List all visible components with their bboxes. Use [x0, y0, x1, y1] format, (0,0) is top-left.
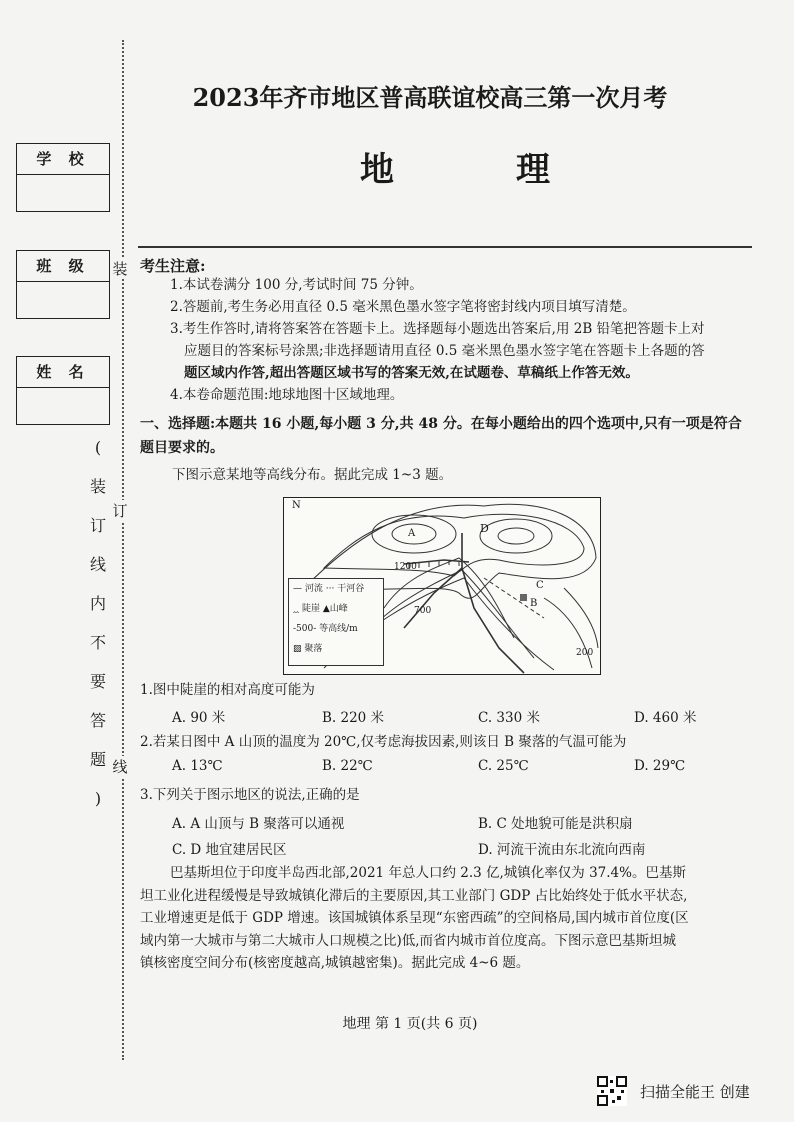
map-legend: — 河流 ··· 干河谷 ‸‸ 陡崖 ▲山峰 -500- 等高线/m ▨ 聚落 — [288, 578, 384, 666]
passage-line: 域内第一大城市与第二大城市人口规模之比)低,而省内城市首位度高。下图示意巴基斯坦城 — [140, 932, 677, 949]
subject-title — [360, 142, 550, 191]
label-d: D — [480, 522, 489, 535]
notice-line: 应题目的答案标号涂黑;非选择题请用直径 0.5 毫米黑色墨水签字笔在答题卡上各题的答 — [184, 343, 705, 359]
q1-option-a[interactable]: A. 90 米 — [172, 710, 226, 726]
notice-line: 题区域内作答,超出答题区域书写的答案无效,在试题卷、草稿纸上作答无效。 — [184, 365, 639, 381]
header-rule — [138, 246, 752, 248]
notice-line: 4.本卷命题范围:地球地图十区域地理。 — [170, 387, 404, 403]
q3-option-a[interactable]: A. A 山顶与 B 聚落可以通视 — [172, 816, 345, 832]
q3-option-d[interactable]: D. 河流干流由东北流向西南 — [478, 842, 646, 858]
scanner-stamp: 扫描全能王 创建 — [640, 1083, 750, 1101]
exam-title: 2023年齐市地区普高联谊校高三第一次月考 — [192, 83, 668, 112]
page-footer: 地理 第 1 页(共 6 页) — [342, 1016, 478, 1032]
q2-option-d[interactable]: D. 29℃ — [634, 758, 686, 774]
subject-char-1: 地 — [360, 150, 394, 190]
settlement-b-marker — [520, 594, 527, 601]
school-field[interactable] — [17, 175, 109, 211]
q2-option-b[interactable]: B. 22℃ — [322, 758, 373, 774]
qr-code-icon — [597, 1076, 627, 1106]
name-label: 姓 名 — [17, 357, 109, 388]
q3-stem: 3.下列关于图示地区的说法,正确的是 — [140, 787, 360, 803]
section-heading: 一、选择题:本题共 16 小题,每小题 3 分,共 48 分。在每小题给出的四个选项中,只有一项是符合题目要求的。 — [140, 416, 742, 456]
q1-stem: 1.图中陡崖的相对高度可能为 — [140, 682, 315, 698]
q2-option-c[interactable]: C. 25℃ — [478, 758, 529, 774]
notice-line: 3.考生作答时,请将答案答在答题卡上。选择题每小题选出答案后,用 2B 铅笔把答题卡上对 — [170, 321, 705, 337]
school-box — [16, 143, 110, 212]
q1-option-b[interactable]: B. 220 米 — [322, 710, 385, 726]
class-field[interactable] — [17, 282, 109, 318]
q2-option-a[interactable]: A. 13℃ — [172, 758, 223, 774]
passage-line: 工业增速更是低于 GDP 增速。该国城镇体系呈现“东密西疏”的空间格局,国内城市首位度(区 — [140, 910, 689, 926]
label-b: B — [530, 598, 538, 609]
name-field[interactable] — [17, 388, 109, 424]
q3-option-b[interactable]: B. C 处地貌可能是洪积扇 — [478, 816, 633, 832]
passage-line: 坦工业化进程缓慢是导致城镇化滞后的主要原因,其工业部门 GDP 占比始终处于低水平状态, — [140, 887, 688, 904]
subject-char-2: 理 — [516, 150, 550, 190]
notice-body — [140, 274, 705, 406]
notice-heading: 考生注意: — [140, 257, 206, 275]
contour-1200: 1200 — [394, 562, 417, 572]
passage — [140, 862, 760, 975]
school-label: 学 校 — [17, 144, 109, 175]
notice-line: 1.本试卷满分 100 分,考试时间 75 分钟。 — [170, 277, 423, 293]
label-a: A — [408, 528, 416, 539]
binding-mark-zhuang: 装 — [110, 258, 130, 279]
binding-line — [122, 40, 124, 1060]
label-c: C — [536, 580, 544, 591]
section-intro: 下图示意某地等高线分布。据此完成 1~3 题。 — [172, 467, 453, 483]
q2-stem: 2.若某日图中 A 山顶的温度为 20℃,仅考虑海拔因素,则该日 B 聚落的气温可能为 — [140, 734, 627, 750]
binding-mark-xian: 线 — [110, 756, 130, 777]
name-box — [16, 356, 110, 425]
north-arrow: N — [292, 500, 301, 511]
q3-option-c[interactable]: C. D 地宜建居民区 — [172, 842, 287, 858]
binding-warning: ( 装 订 线 内 不 要 答 题 ) — [89, 438, 106, 808]
notice-line: 2.答题前,考生务必用直径 0.5 毫米黑色墨水签字笔将密封线内项目填写清楚。 — [170, 299, 636, 315]
q1-option-d[interactable]: D. 460 米 — [634, 710, 697, 726]
binding-mark-ding: 订 — [110, 500, 130, 521]
contour-map — [283, 497, 601, 675]
passage-line: 镇核密度空间分布(核密度越高,城镇越密集)。据此完成 4~6 题。 — [140, 955, 530, 971]
contour-200: 200 — [576, 648, 594, 658]
class-label: 班 级 — [17, 251, 109, 282]
passage-line: 巴基斯坦位于印度半岛西北部,2021 年总人口约 2.3 亿,城镇化率仅为 37.4%。巴基斯 — [170, 865, 686, 881]
q1-option-c[interactable]: C. 330 米 — [478, 710, 540, 726]
class-box — [16, 250, 110, 319]
contour-700: 700 — [414, 606, 432, 616]
